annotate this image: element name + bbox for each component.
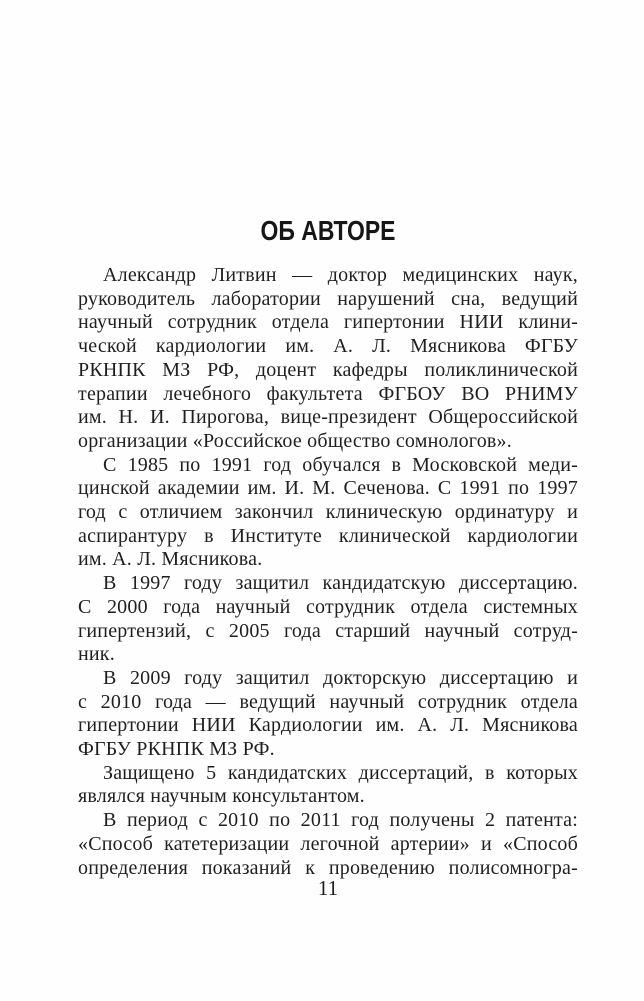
page-number: 11 bbox=[317, 876, 339, 900]
body-line: ФГБУ РКНПК МЗ РФ. bbox=[78, 738, 275, 761]
body-line: В 1997 году защитил кандидатскую диссертацию. bbox=[103, 572, 578, 595]
body-line: цинской академии им. И. М. Сеченова. С 1991 по 1997 bbox=[78, 477, 578, 500]
body-line: руководитель лаборатории нарушений сна, ведущий bbox=[78, 287, 578, 310]
body-line: В период с 2010 по 2011 год получены 2 патента: bbox=[103, 809, 578, 832]
body-line: ческой кардиологии им. А. Л. Мясникова ФГБУ bbox=[78, 335, 578, 358]
body-line: научный сотрудник отдела гипертонии НИИ клини- bbox=[78, 311, 578, 334]
body-line: терапии лечебного факультета ФГБОУ ВО РНИМУ bbox=[78, 382, 578, 405]
body-line: гипертонии НИИ Кардиологии им. А. Л. Мясникова bbox=[78, 714, 578, 737]
body-line: аспирантуру в Институте клинической кардиологии bbox=[78, 524, 578, 547]
body-line: им. А. Л. Мясникова. bbox=[78, 548, 263, 571]
chapter-title: ОБ АВТОРЕ bbox=[260, 215, 396, 246]
body-line: Александр Литвин — доктор медицинских наук, bbox=[103, 264, 578, 286]
body-line: им. Н. И. Пирогова, вице-президент Общероссийской bbox=[78, 406, 578, 429]
body-line: являлся научным консультантом. bbox=[78, 785, 365, 808]
body-line: определения показаний к проведению полисомногра- bbox=[78, 856, 578, 879]
body-line: Защищено 5 кандидатских диссертаций, в которых bbox=[103, 761, 578, 784]
body-line: В 2009 году защитил докторскую диссертацию и bbox=[103, 666, 578, 689]
body-line: С 1985 по 1991 год обучался в Московской меди- bbox=[103, 453, 578, 476]
body-line: «Способ катетеризации легочной артерии» и «Способ bbox=[78, 832, 578, 855]
body-line: С 2000 года научный сотрудник отдела системных bbox=[78, 595, 578, 618]
body-line: год с отличием закончил клиническую ординатуру и bbox=[78, 501, 578, 524]
body-text bbox=[78, 264, 578, 880]
body-line: ник. bbox=[78, 643, 115, 666]
body-line: организации «Российское общество сомнологов». bbox=[78, 429, 512, 452]
body-line: гипертензий, с 2005 года старший научный сотруд- bbox=[78, 619, 578, 642]
body-line: РКНПК МЗ РФ, доцент кафедры поликлинической bbox=[78, 358, 578, 381]
body-line: с 2010 года — ведущий научный сотрудник отдела bbox=[78, 690, 578, 713]
